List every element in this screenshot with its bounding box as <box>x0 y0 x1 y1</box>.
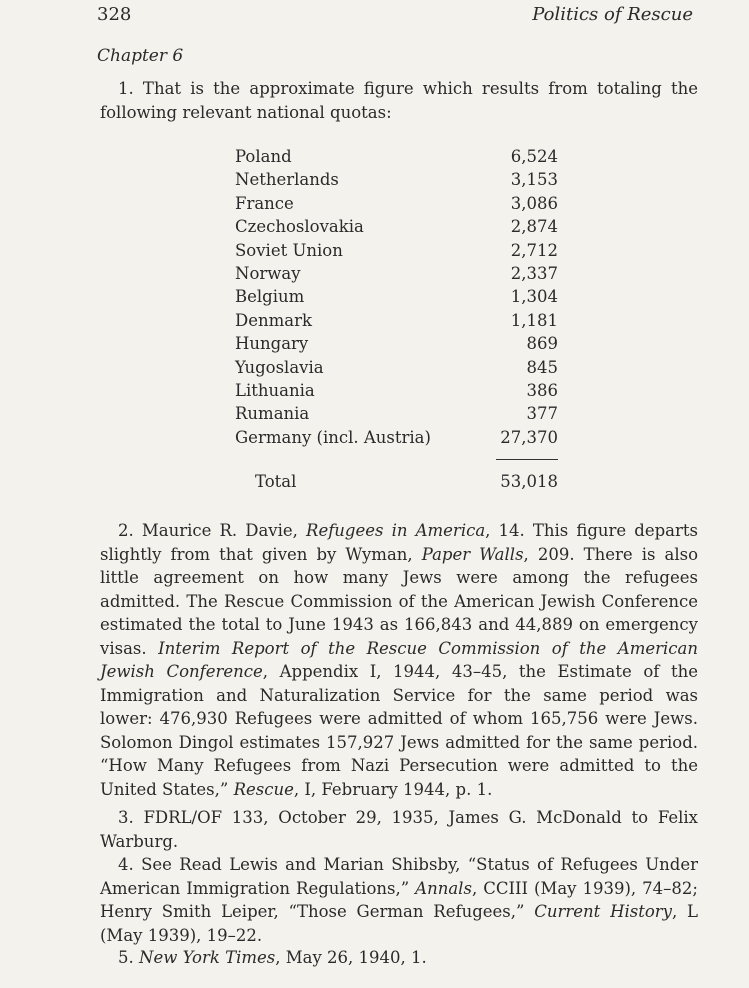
quota-row <box>235 285 558 308</box>
footnote-2-part: , 209. There is also little agreement on how many Jews were among the refugees admitted. The Rescue Commission of the American Jewish Conference estimated the total to June 1943 as 166,843 and 44,889 on emergency visas. <box>100 544 699 658</box>
quota-country: Lithuania <box>235 380 315 400</box>
quota-value: 2,874 <box>510 217 558 237</box>
quota-country: Hungary <box>235 334 309 354</box>
quota-value: 27,370 <box>500 427 558 447</box>
quota-country: Yugoslavia <box>235 357 324 377</box>
quota-country: Soviet Union <box>235 240 343 260</box>
quota-value: 386 <box>526 380 558 400</box>
quota-row <box>235 356 558 379</box>
quota-value: 2,337 <box>510 263 558 283</box>
quota-country: France <box>235 193 294 213</box>
quota-row <box>235 262 558 285</box>
quota-row <box>235 379 558 402</box>
quota-country: Germany (incl. Austria) <box>235 427 431 447</box>
quota-value: 2,712 <box>510 240 558 260</box>
footnote-4-italic: Current History <box>534 902 672 921</box>
quota-value: 845 <box>526 357 558 377</box>
footnote-4-italic: Annals <box>415 878 472 898</box>
quota-table <box>235 145 558 449</box>
footnote-1-text: 1. That is the approximate figure which results from totaling the following relevant national quotas: <box>100 79 698 122</box>
quota-value: 1,304 <box>510 287 558 307</box>
quota-value: 6,524 <box>510 147 558 166</box>
total-value: 53,018 <box>500 472 558 491</box>
running-title: Politics of Rescue <box>532 4 693 25</box>
footnote-2-italic: Refugees in America <box>306 521 486 540</box>
footnote-5 <box>100 946 698 970</box>
footnote-2-part: 2. Maurice R. Davie, <box>118 521 307 540</box>
footnote-2-part: , Appendix I, 1944, 43–45, the Estimate of the Immigration and Naturalization Service for the same period was lower: 476,930 Refugees were admitted of whom 165,756 were Jews. Solomon Dingol estimates 157,927 Jews admitted for the same period. “How Many Refugees from Nazi Persecution were admitted to the United States,” <box>100 662 698 799</box>
footnote-2-italic: Paper Walls <box>421 544 524 564</box>
footnote-5-italic: New York Times <box>139 948 276 967</box>
total-rule <box>496 459 558 460</box>
running-header <box>97 4 693 30</box>
footnote-1 <box>100 77 698 124</box>
footnote-5-part: 5. <box>118 948 139 967</box>
quota-row <box>235 332 558 355</box>
chapter-heading: Chapter 6 <box>97 46 184 66</box>
quota-country: Belgium <box>235 287 305 307</box>
quota-row <box>235 192 558 215</box>
footnote-3-text: 3. FDRL/OF 133, October 29, 1935, James G. McDonald to Felix Warburg. <box>100 808 698 851</box>
quota-country: Denmark <box>235 310 312 330</box>
quota-row <box>235 402 558 425</box>
quota-country: Rumania <box>235 404 310 424</box>
quota-total-row <box>235 470 558 494</box>
footnote-5-part: , May 26, 1940, 1. <box>275 948 427 967</box>
quota-value: 869 <box>526 334 558 354</box>
quota-value: 3,153 <box>510 170 558 190</box>
quota-row <box>235 426 558 449</box>
quota-value: 377 <box>526 404 558 424</box>
footnote-2-italic: Rescue <box>233 779 294 799</box>
footnote-4-part: , CCIII (May 1939), 74–82; Henry Smith Leiper, “Those German Refugees,” <box>100 878 698 921</box>
quota-country: Poland <box>235 147 292 166</box>
quota-country: Norway <box>235 263 301 283</box>
quota-row <box>235 239 558 262</box>
quota-row <box>235 168 558 191</box>
page-number: 328 <box>97 4 132 25</box>
footnote-2 <box>100 519 698 801</box>
quota-row <box>235 145 558 168</box>
quota-value: 3,086 <box>510 193 558 213</box>
footnote-2-italic: Interim Report of the Rescue Commission of the American Jewish Conference <box>100 638 698 681</box>
quota-row <box>235 215 558 238</box>
footnote-4-part: , L (May 1939), 19–22. <box>100 902 698 945</box>
quota-country: Czechoslovakia <box>235 217 364 237</box>
total-label: Total <box>255 472 297 491</box>
footnote-3 <box>100 806 698 853</box>
footnote-4-part: 4. See Read Lewis and Marian Shibsby, “Status of Refugees Under American Immigration Regulations,” <box>100 855 698 898</box>
footnote-4 <box>100 853 698 947</box>
footnote-2-part: , I, February 1944, p. 1. <box>293 779 493 799</box>
quota-value: 1,181 <box>510 310 558 330</box>
quota-country: Netherlands <box>235 170 339 190</box>
footnote-2-part: , 14. This figure departs slightly from that given by Wyman, <box>100 521 698 564</box>
quota-row <box>235 309 558 332</box>
